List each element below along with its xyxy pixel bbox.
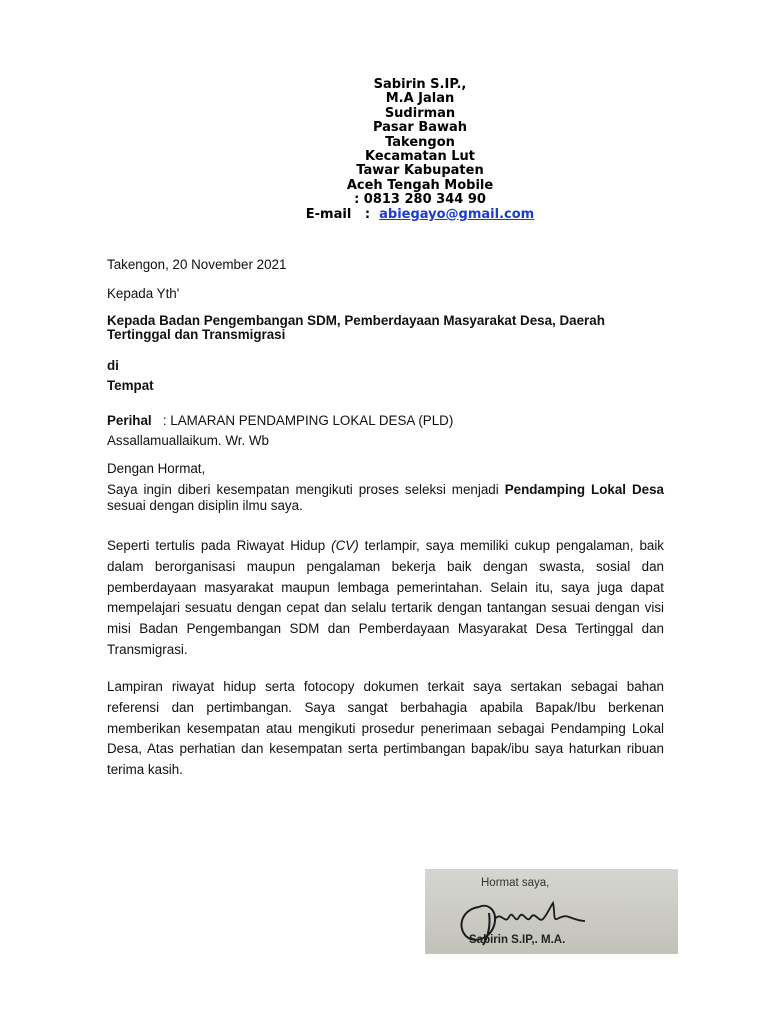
- opening: Dengan Hormat,: [107, 461, 206, 476]
- sender-line: Takengon: [385, 134, 455, 150]
- recipient-di: di: [107, 358, 119, 373]
- cv-label: (CV): [331, 538, 359, 553]
- sender-line: M.A Jalan: [385, 91, 455, 107]
- greeting: Assallamuallaikum. Wr. Wb: [107, 433, 269, 448]
- subject-value: : LAMARAN PENDAMPING LOKAL DESA (PLD): [151, 413, 454, 428]
- sender-line: Kecamatan Lut: [365, 149, 475, 165]
- email-label: E-mail :: [305, 206, 380, 222]
- intro-text: Saya ingin diberi kesempatan mengikuti proses seleksi menjadi: [107, 482, 505, 497]
- experience-text: Seperti tertulis pada Riwayat Hidup: [107, 538, 332, 553]
- experience-text-end: terlampir, saya memiliki cukup pengalaman, baik dalam berorganisasi maupun pengalaman bekerja baik dengan swasta, sosial dan pemberdayaan masyarakat maupun lembaga pemerintahan. Selain itu, saya juga dapat mempelajari sesuatu dengan cepat dan selalu tertarik dengan tantangan sesuai dengan visi misi Badan Pengembangan SDM dan Pemberdayaan Masyarakat Desa Tertinggal dan Transmigrasi.: [107, 538, 665, 657]
- email-link[interactable]: abiegayo@gmail.com: [379, 206, 535, 222]
- sender-line: Pasar Bawah: [372, 120, 468, 136]
- experience-paragraph: [107, 536, 664, 661]
- subject-line: [107, 413, 453, 428]
- intro-text-end: sesuai dengan disiplin ilmu saya.: [107, 497, 303, 513]
- recipient-place: Tempat: [107, 378, 154, 393]
- signature-photo: [425, 869, 678, 954]
- recipient-line-1: Kepada Badan Pengembangan SDM, Pemberdayaan Masyarakat Desa, Daerah: [107, 313, 605, 328]
- sender-phone: : 0813 280 344 90: [354, 192, 486, 208]
- intro-paragraph: [107, 482, 664, 513]
- sender-line: Sabirin S.IP.,: [373, 77, 467, 92]
- recipient-line-2: Tertinggal dan Transmigrasi: [107, 327, 286, 342]
- closing-paragraph: Lampiran riwayat hidup serta fotocopy dokumen terkait saya sertakan sebagai bahan referensi dan pertimbangan. Saya sangat berbahagia apabila Bapak/Ibu berkenan memberikan kesempatan atau mengikuti prosedur penerimaan sebagai Pendamping Lokal Desa, Atas perhatian dan kesempatan serta pertimbangan bapak/ibu saya haturkan ribuan terima kasih.: [107, 679, 664, 778]
- sender-line: Tawar Kabupaten: [356, 163, 484, 179]
- intro-position: Pendamping Lokal Desa: [504, 482, 664, 497]
- date-line: Takengon, 20 November 2021: [107, 257, 287, 272]
- sender-address-block: [230, 78, 610, 222]
- sender-line: Sudirman: [384, 105, 456, 121]
- signer-name: Sabirin S.IP,. M.A.: [469, 934, 566, 946]
- salutation: Kepada Yth': [107, 286, 180, 301]
- closing-salutation: Hormat saya,: [481, 877, 550, 889]
- sender-line: Aceh Tengah Mobile: [346, 177, 494, 193]
- subject-label: Perihal: [107, 413, 152, 428]
- sender-email-line: [230, 208, 610, 222]
